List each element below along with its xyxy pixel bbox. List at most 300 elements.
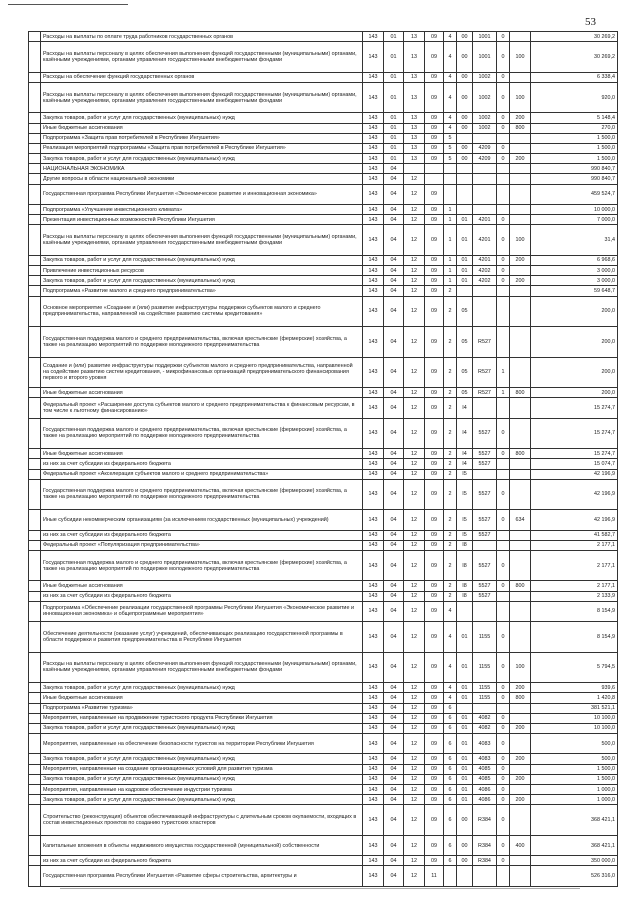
section-code: 04 — [384, 215, 404, 225]
section-code: 01 — [384, 143, 404, 153]
subprogram-code: 2 — [444, 530, 457, 540]
amount: 42 196,9 — [531, 469, 618, 479]
expense-type-code — [510, 174, 531, 184]
amount: 1 500,0 — [531, 133, 618, 143]
program-code: 09 — [425, 266, 444, 276]
section-code: 04 — [384, 805, 404, 836]
section-code: 04 — [384, 540, 404, 550]
subsection-code: 12 — [404, 388, 425, 398]
subsection-code: 12 — [404, 398, 425, 418]
ministry-code: 143 — [363, 856, 384, 866]
ministry-code: 143 — [363, 255, 384, 265]
expense-type-code — [510, 286, 531, 296]
expense-type-code — [510, 164, 531, 174]
row-margin-cell — [29, 754, 41, 764]
event-code: I8 — [457, 550, 473, 581]
row-label: Капитальные вложения в объекты недвижимого имущества государственной (муниципальной) собственности — [41, 835, 363, 855]
row-margin-cell — [29, 723, 41, 733]
table-row — [29, 652, 618, 683]
table-row — [29, 510, 618, 530]
subprogram-code: 6 — [444, 805, 457, 836]
table-row — [29, 703, 618, 713]
row-margin-cell — [29, 72, 41, 82]
ministry-code: 143 — [363, 530, 384, 540]
amount: 939,6 — [531, 683, 618, 693]
subsection-code: 12 — [404, 784, 425, 794]
row-label: из них за счет субсидии из федерального бюджета — [41, 459, 363, 469]
expense-direction-code: 5527 — [473, 418, 497, 449]
event-code: 01 — [457, 795, 473, 805]
subprogram-code: 2 — [444, 449, 457, 459]
subprogram-code: 2 — [444, 286, 457, 296]
expense-type-code: 800 — [510, 449, 531, 459]
table-row — [29, 449, 618, 459]
row-label: Закупка товаров, работ и услуг для государственных (муниципальных) нужд — [41, 683, 363, 693]
expense-type-code — [510, 856, 531, 866]
expense-suffix-code: 0 — [497, 479, 510, 510]
ministry-code: 143 — [363, 174, 384, 184]
row-margin-cell — [29, 215, 41, 225]
row-margin-cell — [29, 255, 41, 265]
row-label: Строительство (реконструкция) объектов обеспечивающей инфраструктуры с длительным сроком окупаемости, входящих в состав инвестиционных проектов по созданию туристских кластеров — [41, 805, 363, 836]
expense-type-code — [510, 72, 531, 82]
ministry-code: 143 — [363, 357, 384, 388]
expense-direction-code: 5527 — [473, 530, 497, 540]
expense-type-code — [510, 418, 531, 449]
table-row — [29, 734, 618, 754]
row-margin-cell — [29, 164, 41, 174]
row-label: Иные бюджетные ассигнования — [41, 388, 363, 398]
subsection-code: 12 — [404, 652, 425, 683]
table-row — [29, 683, 618, 693]
amount: 3 000,0 — [531, 276, 618, 286]
row-label: Расходы на выплаты персоналу в целях обеспечения выполнения функций государственными (муниципальными) органами, казёнными учреждениями, органами управления государственными внебюджетными фондами — [41, 652, 363, 683]
amount: 10 000,0 — [531, 204, 618, 214]
row-label: Закупка товаров, работ и услуг для государственных (муниципальных) нужд — [41, 795, 363, 805]
program-code: 09 — [425, 550, 444, 581]
expense-direction-code: 4201 — [473, 255, 497, 265]
expense-suffix-code — [497, 398, 510, 418]
table-row — [29, 72, 618, 82]
section-code: 04 — [384, 418, 404, 449]
event-code — [457, 184, 473, 204]
section-code: 01 — [384, 32, 404, 42]
table-row — [29, 713, 618, 723]
expense-type-code: 200 — [510, 754, 531, 764]
row-label: Закупка товаров, работ и услуг для государственных (муниципальных) нужд — [41, 154, 363, 164]
section-code: 04 — [384, 683, 404, 693]
subprogram-code: 2 — [444, 398, 457, 418]
expense-direction-code — [473, 174, 497, 184]
ministry-code: 143 — [363, 550, 384, 581]
section-code: 04 — [384, 459, 404, 469]
row-label: из них за счет субсидии из федерального бюджета — [41, 591, 363, 601]
expense-suffix-code — [497, 459, 510, 469]
program-code: 09 — [425, 754, 444, 764]
expense-direction-code — [473, 866, 497, 886]
row-margin-cell — [29, 479, 41, 510]
subprogram-code: 5 — [444, 133, 457, 143]
table-row — [29, 530, 618, 540]
amount: 5 148,4 — [531, 113, 618, 123]
row-margin-cell — [29, 327, 41, 358]
expense-direction-code: 1155 — [473, 652, 497, 683]
ministry-code: 143 — [363, 276, 384, 286]
section-code: 04 — [384, 703, 404, 713]
table-row — [29, 266, 618, 276]
expense-type-code — [510, 479, 531, 510]
subprogram-code: 2 — [444, 459, 457, 469]
program-code: 09 — [425, 469, 444, 479]
expense-suffix-code — [497, 530, 510, 540]
row-label: Иные бюджетные ассигнования — [41, 123, 363, 133]
expense-direction-code: 5527 — [473, 591, 497, 601]
amount: 1 500,0 — [531, 774, 618, 784]
expense-type-code: 400 — [510, 835, 531, 855]
amount: 15 274,7 — [531, 449, 618, 459]
section-code: 04 — [384, 184, 404, 204]
expense-direction-code: 4086 — [473, 784, 497, 794]
program-code: 09 — [425, 286, 444, 296]
expense-direction-code: 1155 — [473, 693, 497, 703]
amount: 526 316,0 — [531, 866, 618, 886]
ministry-code: 143 — [363, 32, 384, 42]
expense-suffix-code: 0 — [497, 266, 510, 276]
row-margin-cell — [29, 856, 41, 866]
event-code: I5 — [457, 479, 473, 510]
subsection-code: 12 — [404, 734, 425, 754]
section-code: 04 — [384, 398, 404, 418]
program-code: 09 — [425, 683, 444, 693]
row-label: Иные бюджетные ассигнования — [41, 449, 363, 459]
section-code: 01 — [384, 113, 404, 123]
program-code: 09 — [425, 764, 444, 774]
subsection-code: 12 — [404, 296, 425, 327]
row-label: Закупка товаров, работ и услуг для государственных (муниципальных) нужд — [41, 723, 363, 733]
amount: 3 000,0 — [531, 266, 618, 276]
event-code: 01 — [457, 713, 473, 723]
program-code: 09 — [425, 805, 444, 836]
row-label: Основное мероприятие «Создание и (или) развитие инфраструктуры поддержки субъектов малого и среднего предпринимательства, направленной на содействие развитию системы кредитования» — [41, 296, 363, 327]
table-row — [29, 591, 618, 601]
section-code: 04 — [384, 255, 404, 265]
amount: 1 500,0 — [531, 154, 618, 164]
subprogram-code: 4 — [444, 683, 457, 693]
row-margin-cell — [29, 591, 41, 601]
row-margin-cell — [29, 550, 41, 581]
row-margin-cell — [29, 154, 41, 164]
row-margin-cell — [29, 398, 41, 418]
row-label: из них за счет субсидии из федерального бюджета — [41, 530, 363, 540]
subprogram-code: 6 — [444, 795, 457, 805]
expense-suffix-code: 0 — [497, 581, 510, 591]
amount: 42 196,9 — [531, 510, 618, 530]
section-code: 04 — [384, 469, 404, 479]
row-margin-cell — [29, 459, 41, 469]
subsection-code: 12 — [404, 449, 425, 459]
subsection-code: 12 — [404, 601, 425, 621]
subsection-code: 12 — [404, 174, 425, 184]
amount: 200,0 — [531, 327, 618, 358]
subsection-code: 12 — [404, 622, 425, 653]
expense-type-code — [510, 296, 531, 327]
row-label: Государственная программа Республики Ингушетия «Развитие сферы строительства, архитектуры и — [41, 866, 363, 886]
top-divider — [8, 4, 128, 5]
expense-type-code: 200 — [510, 276, 531, 286]
row-label: Иные субсидии некоммерческим организациям (за исключением государственных (муниципальных) учреждений) — [41, 510, 363, 530]
table-row — [29, 286, 618, 296]
program-code: 09 — [425, 72, 444, 82]
subsection-code: 12 — [404, 683, 425, 693]
amount: 1 420,8 — [531, 693, 618, 703]
row-label: Федеральный проект «Расширение доступа субъектов малого и среднего предпринимательства к финансовым ресурсам, в том числе к льготному финансированию» — [41, 398, 363, 418]
expense-type-code — [510, 784, 531, 794]
event-code: 01 — [457, 266, 473, 276]
subprogram-code: 6 — [444, 754, 457, 764]
subsection-code: 12 — [404, 550, 425, 581]
expense-suffix-code — [497, 591, 510, 601]
program-code: 09 — [425, 530, 444, 540]
expense-suffix-code: 0 — [497, 42, 510, 73]
expense-type-code: 800 — [510, 388, 531, 398]
table-row — [29, 723, 618, 733]
table-row — [29, 540, 618, 550]
row-label: Подпрограмма «Развитие туризма» — [41, 703, 363, 713]
ministry-code: 143 — [363, 154, 384, 164]
row-label: Привлечение инвестиционных ресурсов — [41, 266, 363, 276]
expense-direction-code: 5527 — [473, 459, 497, 469]
program-code: 09 — [425, 540, 444, 550]
expense-type-code — [510, 703, 531, 713]
program-code: 09 — [425, 795, 444, 805]
ministry-code: 143 — [363, 591, 384, 601]
section-code: 04 — [384, 388, 404, 398]
amount: 5 794,5 — [531, 652, 618, 683]
amount: 7 000,0 — [531, 215, 618, 225]
subprogram-code: 1 — [444, 204, 457, 214]
row-label: Презентация инвестиционных возможностей Республики Ингушетия — [41, 215, 363, 225]
expense-suffix-code: 0 — [497, 82, 510, 113]
expense-direction-code: 4209 — [473, 154, 497, 164]
row-margin-cell — [29, 795, 41, 805]
program-code: 09 — [425, 449, 444, 459]
ministry-code: 143 — [363, 540, 384, 550]
table-row — [29, 856, 618, 866]
program-code: 09 — [425, 327, 444, 358]
row-margin-cell — [29, 774, 41, 784]
event-code: I4 — [457, 449, 473, 459]
row-label: Закупка товаров, работ и услуг для государственных (муниципальных) нужд — [41, 774, 363, 784]
ministry-code: 143 — [363, 601, 384, 621]
section-code: 04 — [384, 693, 404, 703]
event-code — [457, 703, 473, 713]
table-row — [29, 550, 618, 581]
table-row — [29, 398, 618, 418]
table-row — [29, 255, 618, 265]
ministry-code: 143 — [363, 82, 384, 113]
row-margin-cell — [29, 225, 41, 256]
row-margin-cell — [29, 286, 41, 296]
ministry-code: 143 — [363, 113, 384, 123]
section-code: 04 — [384, 286, 404, 296]
row-label: из них за счет субсидии из федерального бюджета — [41, 856, 363, 866]
program-code: 09 — [425, 133, 444, 143]
expense-direction-code: 4201 — [473, 215, 497, 225]
table-row — [29, 622, 618, 653]
expense-direction-code: 1002 — [473, 113, 497, 123]
event-code: 01 — [457, 276, 473, 286]
subsection-code: 13 — [404, 72, 425, 82]
table-row — [29, 479, 618, 510]
expense-type-code — [510, 327, 531, 358]
expense-suffix-code — [497, 204, 510, 214]
row-margin-cell — [29, 42, 41, 73]
program-code: 09 — [425, 510, 444, 530]
ministry-code: 143 — [363, 805, 384, 836]
program-code: 09 — [425, 652, 444, 683]
ministry-code: 143 — [363, 652, 384, 683]
section-code: 04 — [384, 713, 404, 723]
subprogram-code: 1 — [444, 225, 457, 256]
table-row — [29, 357, 618, 388]
expense-suffix-code: 0 — [497, 510, 510, 530]
ministry-code: 143 — [363, 754, 384, 764]
section-code: 04 — [384, 734, 404, 754]
program-code: 09 — [425, 713, 444, 723]
ministry-code: 143 — [363, 164, 384, 174]
expense-direction-code: R527 — [473, 388, 497, 398]
program-code: 09 — [425, 703, 444, 713]
amount: 15 274,7 — [531, 398, 618, 418]
expense-suffix-code — [497, 296, 510, 327]
ministry-code: 143 — [363, 184, 384, 204]
subsection-code: 12 — [404, 591, 425, 601]
subprogram-code: 2 — [444, 581, 457, 591]
expense-type-code — [510, 133, 531, 143]
section-code: 04 — [384, 296, 404, 327]
row-margin-cell — [29, 866, 41, 886]
section-code: 04 — [384, 479, 404, 510]
expense-type-code — [510, 734, 531, 754]
expense-direction-code: 4083 — [473, 754, 497, 764]
row-margin-cell — [29, 449, 41, 459]
subprogram-code: 2 — [444, 469, 457, 479]
amount: 200,0 — [531, 357, 618, 388]
amount: 1 000,0 — [531, 795, 618, 805]
subprogram-code: 4 — [444, 72, 457, 82]
event-code: 01 — [457, 723, 473, 733]
event-code — [457, 174, 473, 184]
expense-direction-code: 5527 — [473, 581, 497, 591]
program-code — [425, 174, 444, 184]
expense-suffix-code — [497, 286, 510, 296]
expense-suffix-code: 0 — [497, 418, 510, 449]
program-code: 09 — [425, 784, 444, 794]
ministry-code: 143 — [363, 795, 384, 805]
subprogram-code: 5 — [444, 143, 457, 153]
subsection-code: 12 — [404, 795, 425, 805]
event-code — [457, 286, 473, 296]
subprogram-code: 4 — [444, 32, 457, 42]
section-code: 04 — [384, 764, 404, 774]
program-code: 09 — [425, 225, 444, 256]
subprogram-code: 6 — [444, 835, 457, 855]
ministry-code: 143 — [363, 459, 384, 469]
section-code: 04 — [384, 266, 404, 276]
program-code: 09 — [425, 255, 444, 265]
row-margin-cell — [29, 693, 41, 703]
amount: 31,4 — [531, 225, 618, 256]
row-margin-cell — [29, 622, 41, 653]
ministry-code: 143 — [363, 693, 384, 703]
expense-type-code: 634 — [510, 510, 531, 530]
amount: 920,0 — [531, 82, 618, 113]
row-margin-cell — [29, 357, 41, 388]
expense-type-code — [510, 357, 531, 388]
ministry-code: 143 — [363, 734, 384, 754]
subsection-code: 12 — [404, 469, 425, 479]
amount: 1 500,0 — [531, 143, 618, 153]
row-margin-cell — [29, 581, 41, 591]
expense-direction-code: 4082 — [473, 713, 497, 723]
row-label: Государственная поддержка малого и среднего предпринимательства, включая крестьянские (фермерские) хозяйства, а также на реализацию мероприятий по поддержке молодежного предпринимательства — [41, 327, 363, 358]
expense-type-code — [510, 713, 531, 723]
row-label: Закупка товаров, работ и услуг для государственных (муниципальных) нужд — [41, 113, 363, 123]
expense-suffix-code: 0 — [497, 143, 510, 153]
row-label: Мероприятия, направленные на кадровое обеспечение индустрии туризма — [41, 784, 363, 794]
section-code: 04 — [384, 204, 404, 214]
event-code: 00 — [457, 82, 473, 113]
row-margin-cell — [29, 835, 41, 855]
event-code: 01 — [457, 734, 473, 754]
expense-type-code — [510, 459, 531, 469]
amount: 200,0 — [531, 296, 618, 327]
row-label: Иные бюджетные ассигнования — [41, 693, 363, 703]
expense-type-code: 100 — [510, 225, 531, 256]
row-label: Иные бюджетные ассигнования — [41, 581, 363, 591]
event-code: 00 — [457, 123, 473, 133]
subprogram-code: 2 — [444, 550, 457, 581]
subsection-code: 12 — [404, 266, 425, 276]
expense-type-code: 100 — [510, 652, 531, 683]
expense-type-code — [510, 805, 531, 836]
expense-direction-code — [473, 286, 497, 296]
expense-type-code: 200 — [510, 795, 531, 805]
event-code: I8 — [457, 540, 473, 550]
expense-direction-code: 1155 — [473, 683, 497, 693]
subsection-code: 12 — [404, 459, 425, 469]
expense-suffix-code: 0 — [497, 774, 510, 784]
program-code: 09 — [425, 459, 444, 469]
amount: 8 154,9 — [531, 601, 618, 621]
expense-direction-code: 1155 — [473, 622, 497, 653]
ministry-code: 143 — [363, 866, 384, 886]
expense-suffix-code: 0 — [497, 32, 510, 42]
subprogram-code: 6 — [444, 764, 457, 774]
row-margin-cell — [29, 530, 41, 540]
table-row — [29, 296, 618, 327]
program-code: 09 — [425, 184, 444, 204]
event-code: I4 — [457, 418, 473, 449]
subprogram-code: 4 — [444, 693, 457, 703]
subprogram-code — [444, 866, 457, 886]
expense-type-code — [510, 530, 531, 540]
expense-type-code: 200 — [510, 255, 531, 265]
event-code: 00 — [457, 805, 473, 836]
expense-suffix-code: 0 — [497, 795, 510, 805]
subsection-code: 12 — [404, 510, 425, 530]
table-row — [29, 133, 618, 143]
